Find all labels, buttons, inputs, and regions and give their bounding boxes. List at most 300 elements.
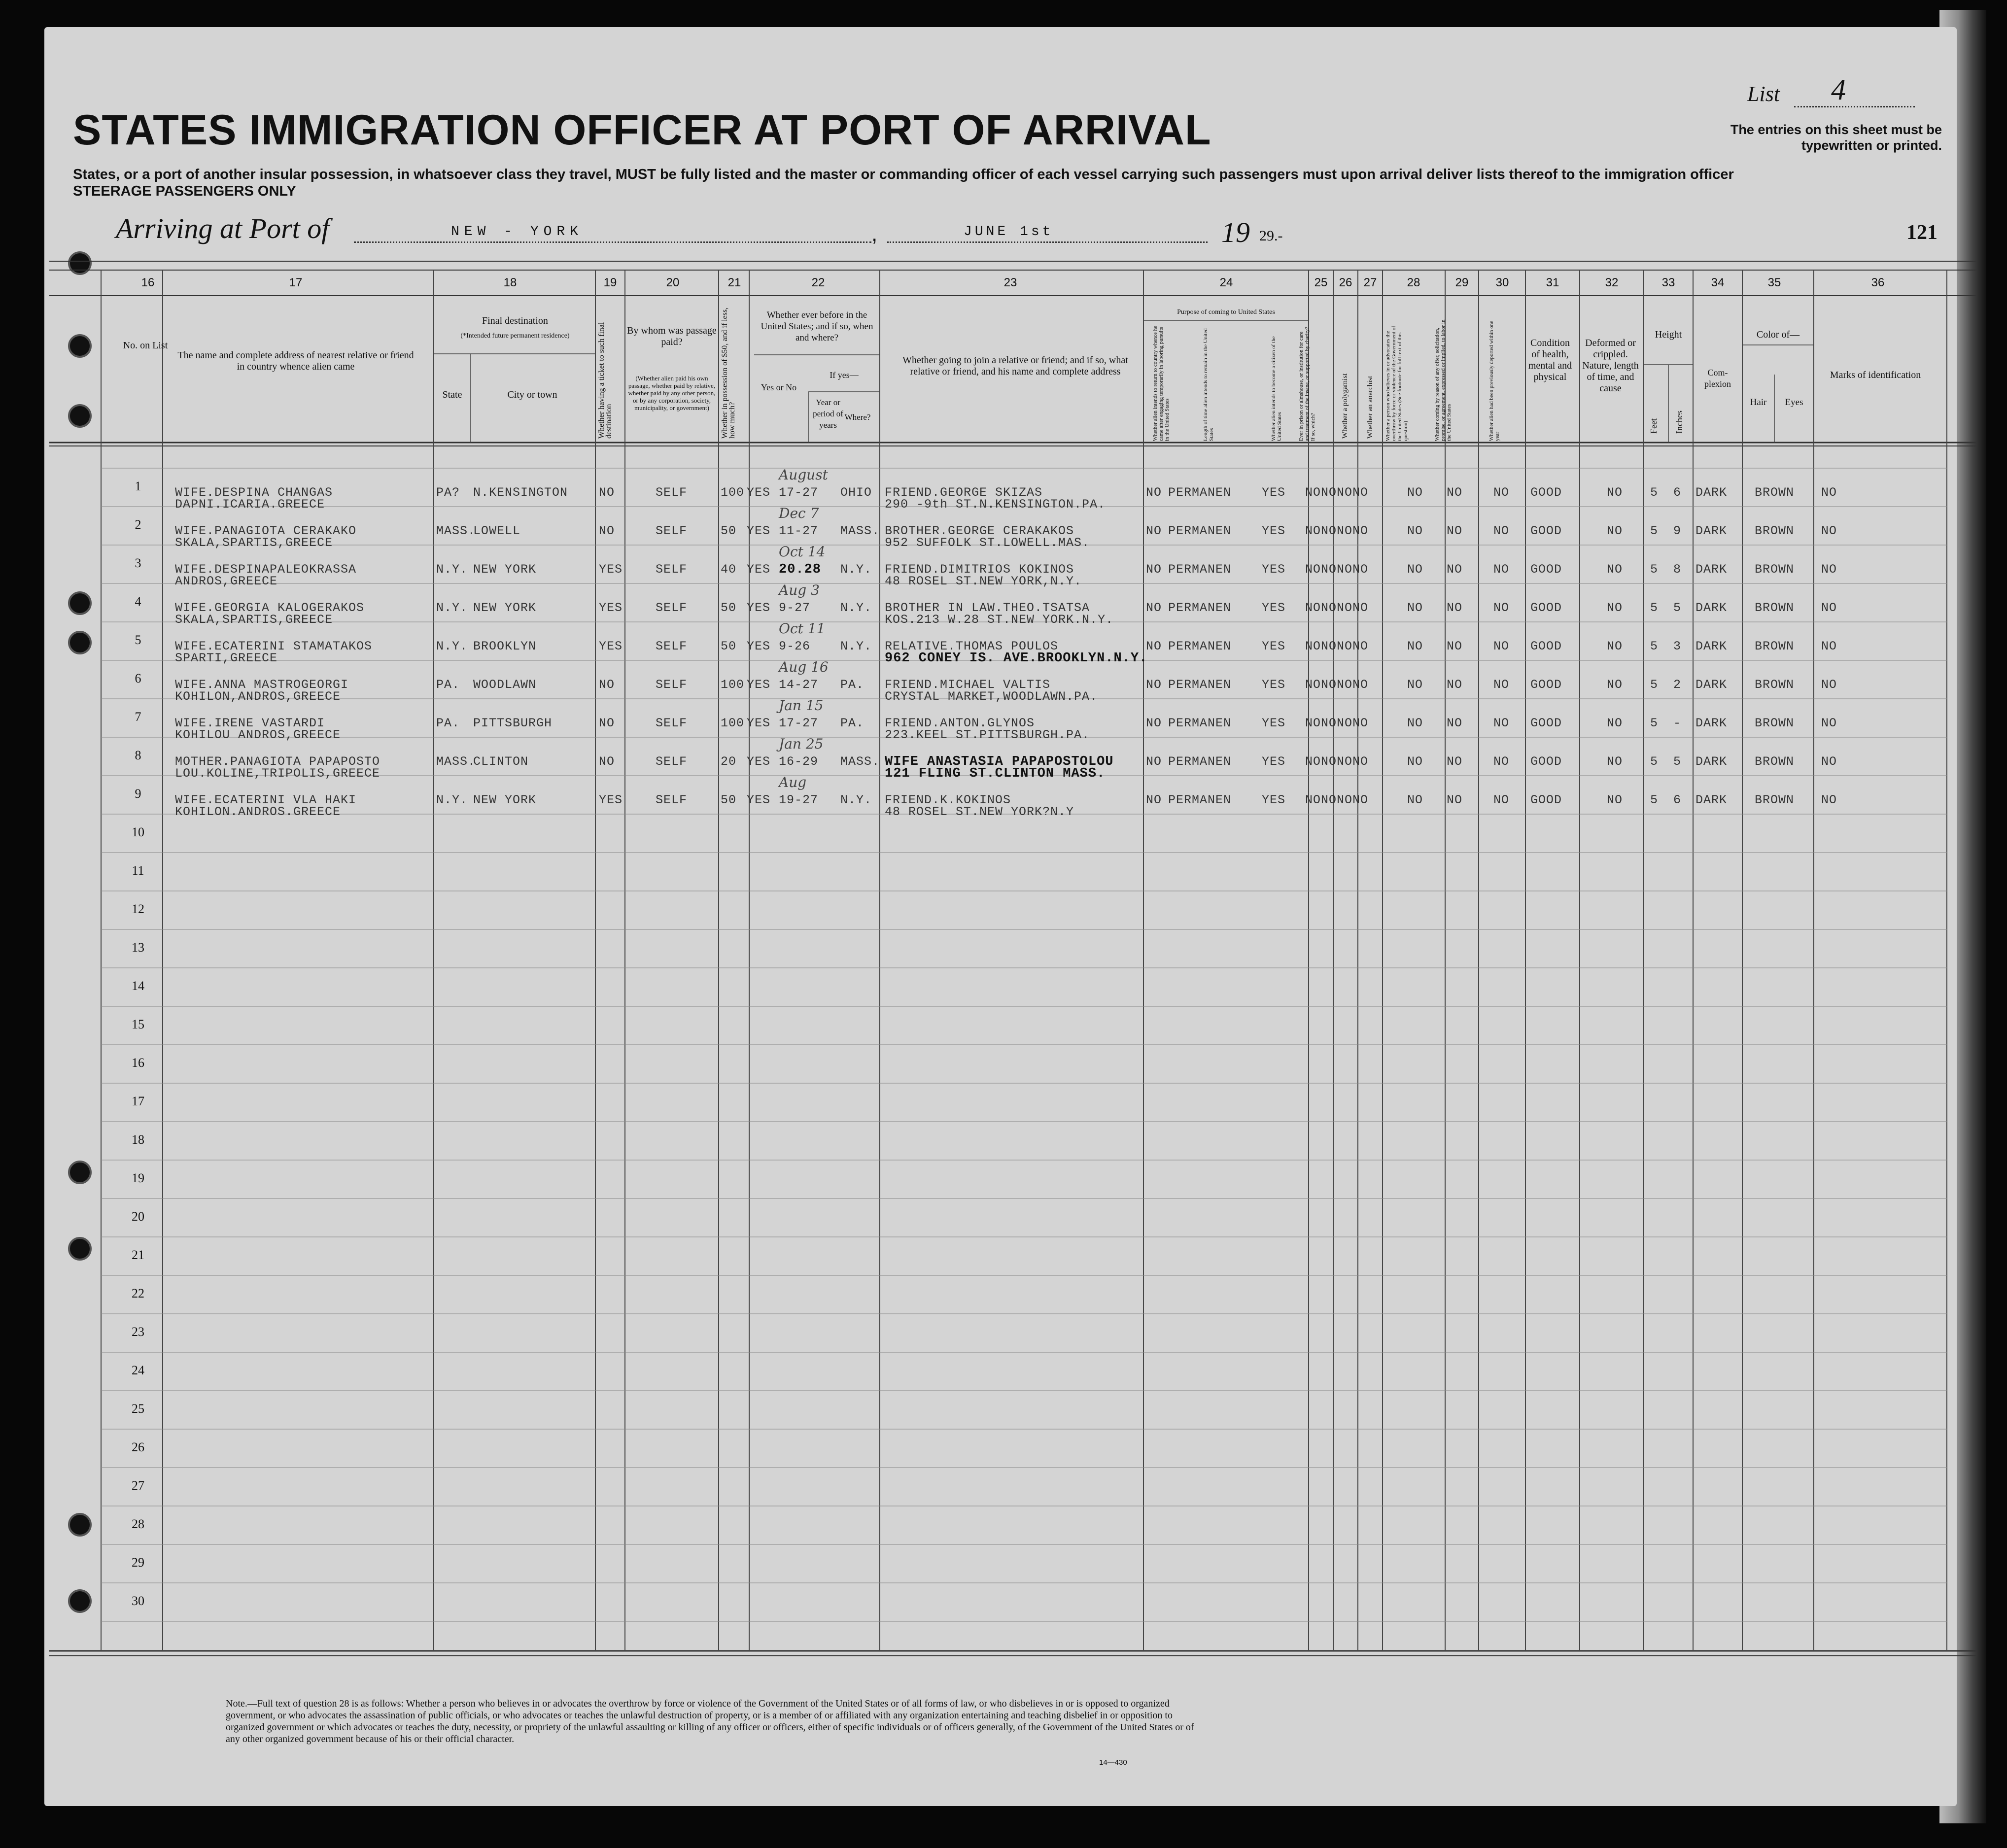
cell-health: GOOD: [1530, 716, 1562, 730]
steerage-label: STEERAGE PASSENGERS ONLY: [73, 183, 296, 199]
cell-deformed: NO: [1607, 601, 1623, 615]
cell-q29: NO: [1447, 524, 1463, 538]
hdr-if-yes: If yes—: [830, 370, 859, 380]
hdr-final-destination: Final destination: [482, 315, 548, 326]
cell-where: OHIO: [840, 485, 872, 500]
cell-q28: NO: [1407, 639, 1423, 653]
cell-complexion: DARK: [1696, 678, 1728, 692]
cell-feet: 5: [1650, 793, 1659, 807]
cell-state: PA.: [436, 678, 460, 692]
cell-name: WIFE.ECATERINI VLA HAKI: [175, 793, 357, 807]
cell-money: 100: [721, 485, 745, 500]
cell-address: KOHILON,ANDROS,GREECE: [175, 689, 341, 704]
cell-q30: NO: [1493, 601, 1510, 615]
cell-where: N.Y.: [840, 793, 872, 807]
cell-address: SKALA,SPARTIS,GREECE: [175, 536, 333, 550]
cell-join-address: CRYSTAL MARKET,WOODLAWN.PA.: [885, 689, 1098, 704]
cell-paid-by: SELF: [656, 524, 688, 538]
row-number: 12: [132, 902, 144, 916]
cell-state: N.Y.: [436, 793, 468, 807]
cell-length: PERMANEN: [1168, 793, 1232, 807]
year-suffix: 29.-: [1259, 228, 1283, 244]
cell-ticket: NO: [599, 485, 615, 500]
cell-q25-27: NONONONO: [1305, 793, 1369, 807]
cell-join-address: 48 ROSEL ST.NEW YORK,N.Y.: [885, 574, 1082, 588]
cell-inches: 6: [1673, 793, 1682, 807]
row-number: 7: [135, 710, 141, 724]
cell-name: WIFE.ECATERINI STAMATAKOS: [175, 639, 373, 653]
cell-q30: NO: [1493, 716, 1510, 730]
cell-length: PERMANEN: [1168, 639, 1232, 653]
hdr-offer: Whether coming by reason of any offer, solicitation, promise, or agreement, expressed or implied, to labor in the United States: [1434, 319, 1452, 441]
cell-q29: NO: [1447, 562, 1463, 577]
column-number: 30: [1495, 276, 1509, 289]
handwritten-annotation: Dec 7: [779, 505, 819, 521]
cell-before: YES: [747, 639, 771, 653]
cell-inches: 5: [1673, 601, 1682, 615]
hdr-ticket: Whether having a ticket to such final destination: [597, 322, 613, 439]
list-number: 4: [1831, 73, 1846, 106]
cell-return: NO: [1146, 793, 1162, 807]
cell-marks: NO: [1821, 678, 1837, 692]
column-number: 19: [603, 276, 617, 289]
row-number: 22: [132, 1286, 144, 1300]
cell-paid-by: SELF: [656, 639, 688, 653]
cell-feet: 5: [1650, 562, 1659, 577]
cell-money: 40: [721, 562, 737, 577]
cell-citizen: YES: [1262, 601, 1286, 615]
cell-join-address: 290 -9th ST.N.KENSINGTON.PA.: [885, 497, 1106, 512]
cell-address: ANDROS,GREECE: [175, 574, 278, 588]
hdr-paid-by: By whom was passage paid?: [627, 325, 717, 347]
cell-q30: NO: [1493, 754, 1510, 769]
handwritten-annotation: Aug 16: [779, 659, 829, 675]
cell-years: 17-27: [779, 716, 819, 730]
cell-money: 50: [721, 793, 737, 807]
cell-health: GOOD: [1530, 524, 1562, 538]
cell-q29: NO: [1447, 716, 1463, 730]
row-number: 23: [132, 1325, 144, 1339]
cell-length: PERMANEN: [1168, 485, 1232, 500]
cell-q29: NO: [1447, 485, 1463, 500]
cell-hair: BROWN: [1755, 524, 1795, 538]
cell-q29: NO: [1447, 678, 1463, 692]
cell-where: N.Y.: [840, 562, 872, 577]
row-number: 10: [132, 825, 144, 839]
cell-length: PERMANEN: [1168, 562, 1232, 577]
cell-complexion: DARK: [1696, 601, 1728, 615]
hdr-complexion: Com- plexion: [1704, 368, 1731, 389]
column-number: 33: [1661, 276, 1675, 289]
cell-deformed: NO: [1607, 524, 1623, 538]
cell-citizen: YES: [1262, 793, 1286, 807]
cell-city: NEW YORK: [473, 601, 537, 615]
cell-paid-by: SELF: [656, 562, 688, 577]
cell-join-address: 952 SUFFOLK ST.LOWELL.MAS.: [885, 536, 1090, 550]
cell-years: 9-27: [779, 601, 811, 615]
cell-feet: 5: [1650, 524, 1659, 538]
cell-state: MASS.: [436, 754, 476, 769]
row-number: 3: [135, 556, 141, 570]
cell-inches: 6: [1673, 485, 1682, 500]
cell-years: 14-27: [779, 678, 819, 692]
column-number: 20: [666, 276, 680, 289]
cell-hair: BROWN: [1755, 678, 1795, 692]
hdr-where: Where?: [844, 412, 871, 422]
row-number: 30: [132, 1594, 144, 1608]
cell-join: FRIEND.MICHAEL VALTIS: [885, 678, 1051, 692]
cell-citizen: YES: [1262, 754, 1286, 769]
cell-ticket: NO: [599, 754, 615, 769]
cell-q28: NO: [1407, 716, 1423, 730]
cell-join: BROTHER.GEORGE CERAKAKOS: [885, 524, 1074, 538]
column-number: 22: [811, 276, 825, 289]
cell-hair: BROWN: [1755, 754, 1795, 769]
cell-name: WIFE.DESPINAPALEOKRASSA: [175, 562, 357, 577]
page-title: STATES IMMIGRATION OFFICER AT PORT OF ARRIVAL: [73, 106, 1211, 154]
cell-join: FRIEND.ANTON.GLYNOS: [885, 716, 1035, 730]
cell-where: MASS.: [840, 754, 880, 769]
cell-where: PA.: [840, 678, 865, 692]
cell-city: N.KENSINGTON: [473, 485, 568, 500]
cell-q30: NO: [1493, 639, 1510, 653]
column-number: 26: [1339, 276, 1352, 289]
cell-length: PERMANEN: [1168, 754, 1232, 769]
row-number: 15: [132, 1017, 144, 1031]
cell-join: FRIEND.GEORGE SKIZAS: [885, 485, 1043, 500]
cell-hair: BROWN: [1755, 793, 1795, 807]
handwritten-annotation: Oct 14: [779, 544, 826, 560]
cell-inches: 3: [1673, 639, 1682, 653]
cell-return: NO: [1146, 601, 1162, 615]
hdr-city: City or town: [507, 389, 557, 400]
cell-length: PERMANEN: [1168, 524, 1232, 538]
cell-deformed: NO: [1607, 562, 1623, 577]
cell-q25-27: NONONONO: [1305, 754, 1369, 769]
footnote: Note.—Full text of question 28 is as follows: Whether a person who believes in or advocates the overthrow by force or violence of the Government of the United States or of all forms of law, or who disbelieves in or is opposed to organized government, or who advocates the assassination of public officials, or who advocates or teaches the unlawful destruction of property, or is a member of or affiliated with any organization entertaining and teaching disbelief in or opposition to organized government or which advocates or teaches the duty, necessity, or propriety of the unlawful assaulting or killing of any officer or officers, either of specific individuals or of officers generally, of the Government of the United States or of any other organized government because of his or their official character.: [226, 1698, 1194, 1745]
hdr-name-address: The name and complete address of nearest relative or friend in country whence alien came: [177, 350, 414, 372]
cell-health: GOOD: [1530, 639, 1562, 653]
row-number: 8: [135, 748, 141, 762]
column-number: 36: [1871, 276, 1885, 289]
page-number: 121: [1906, 221, 1938, 244]
cell-q28: NO: [1407, 754, 1423, 769]
port-of-arrival: NEW - YORK: [451, 224, 584, 240]
cell-marks: NO: [1821, 754, 1837, 769]
cell-where: N.Y.: [840, 601, 872, 615]
hdr-join: Whether going to join a relative or friend; and if so, what relative or friend, and his name and complete address: [902, 355, 1128, 377]
row-number: 29: [132, 1555, 144, 1570]
cell-address: KOHILON.ANDROS.GREECE: [175, 805, 341, 819]
cell-q25-27: NONONONO: [1305, 524, 1369, 538]
hdr-state: State: [442, 389, 462, 400]
cell-hair: BROWN: [1755, 716, 1795, 730]
cell-money: 20: [721, 754, 737, 769]
cell-q25-27: NONONONO: [1305, 716, 1369, 730]
cell-deformed: NO: [1607, 485, 1623, 500]
hdr-marks: Marks of identification: [1830, 370, 1921, 380]
cell-inches: 9: [1673, 524, 1682, 538]
cell-return: NO: [1146, 678, 1162, 692]
cell-health: GOOD: [1530, 678, 1562, 692]
cell-feet: 5: [1650, 716, 1659, 730]
cell-return: NO: [1146, 754, 1162, 769]
cell-q28: NO: [1407, 485, 1423, 500]
cell-money: 50: [721, 524, 737, 538]
hdr-final-dest-note: (*Intended future permanent residence): [460, 332, 570, 340]
cell-inches: 5: [1673, 754, 1682, 769]
cell-before: YES: [747, 793, 771, 807]
hdr-before-us: Whether ever before in the United States; and if so, when and where?: [761, 310, 873, 343]
cell-q30: NO: [1493, 678, 1510, 692]
row-number: 5: [135, 633, 141, 647]
hdr-color-of: Color of—: [1756, 329, 1800, 340]
column-number: 25: [1314, 276, 1328, 289]
hdr-money: Whether in possession of $50, and if less, how much?: [721, 307, 736, 439]
column-number: 23: [1004, 276, 1017, 289]
cell-q29: NO: [1447, 754, 1463, 769]
cell-return: NO: [1146, 524, 1162, 538]
handwritten-annotation: Aug 3: [779, 582, 820, 598]
row-number: 2: [135, 517, 141, 532]
cell-join-address: 121 FLING ST.CLINTON MASS.: [885, 766, 1106, 781]
cell-q28: NO: [1407, 562, 1423, 577]
cell-paid-by: SELF: [656, 793, 688, 807]
cell-health: GOOD: [1530, 754, 1562, 769]
cell-return: NO: [1146, 485, 1162, 500]
hdr-height: Height: [1655, 329, 1682, 340]
cell-inches: -: [1673, 716, 1682, 730]
cell-return: NO: [1146, 639, 1162, 653]
cell-years: 11-27: [779, 524, 819, 538]
column-number: 24: [1219, 276, 1233, 289]
cell-before: YES: [747, 485, 771, 500]
handwritten-annotation: Jan 25: [779, 736, 824, 752]
row-number: 16: [132, 1056, 144, 1070]
row-number: 13: [132, 940, 144, 955]
cell-q28: NO: [1407, 793, 1423, 807]
cell-q30: NO: [1493, 524, 1510, 538]
cell-q25-27: NONONONO: [1305, 485, 1369, 500]
cell-citizen: YES: [1262, 485, 1286, 500]
cell-paid-by: SELF: [656, 485, 688, 500]
column-number: 28: [1407, 276, 1420, 289]
cell-q25-27: NONONONO: [1305, 678, 1369, 692]
cell-where: N.Y.: [840, 639, 872, 653]
hdr-polygamist: Whether a polygamist: [1341, 373, 1349, 439]
cell-health: GOOD: [1530, 601, 1562, 615]
cell-before: YES: [747, 678, 771, 692]
cell-citizen: YES: [1262, 562, 1286, 577]
cell-complexion: DARK: [1696, 754, 1728, 769]
cell-q29: NO: [1447, 601, 1463, 615]
cell-city: BROOKLYN: [473, 639, 537, 653]
arriving-label: Arriving at Port of: [116, 212, 330, 244]
cell-city: LOWELL: [473, 524, 521, 538]
cell-feet: 5: [1650, 485, 1659, 500]
cell-ticket: YES: [599, 639, 623, 653]
cell-complexion: DARK: [1696, 716, 1728, 730]
row-number: 9: [135, 787, 141, 801]
cell-name: WIFE.GEORGIA KALOGERAKOS: [175, 601, 365, 615]
cell-join: WIFE ANASTASIA PAPAPOSTOLOU: [885, 754, 1114, 769]
cell-ticket: YES: [599, 601, 623, 615]
row-number: 14: [132, 979, 144, 993]
cell-money: 100: [721, 678, 745, 692]
cell-city: PITTSBURGH: [473, 716, 553, 730]
row-number: 26: [132, 1440, 144, 1454]
cell-marks: NO: [1821, 524, 1837, 538]
cell-health: GOOD: [1530, 562, 1562, 577]
cell-feet: 5: [1650, 639, 1659, 653]
cell-state: N.Y.: [436, 562, 468, 577]
cell-paid-by: SELF: [656, 754, 688, 769]
cell-ticket: NO: [599, 678, 615, 692]
cell-join: BROTHER IN LAW.THEO.TSATSA: [885, 601, 1090, 615]
hdr-prison: Ever in prison or almshouse, or institution for care and treatment of the insane, or supported by charity? If so, which?: [1298, 327, 1316, 441]
hdr-deported: Whether alien had been previously deported within one year: [1488, 320, 1500, 441]
cell-paid-by: SELF: [656, 601, 688, 615]
cell-city: WOODLAWN: [473, 678, 537, 692]
cell-q25-27: NONONONO: [1305, 601, 1369, 615]
cell-q29: NO: [1447, 639, 1463, 653]
cell-inches: 2: [1673, 678, 1682, 692]
cell-city: NEW YORK: [473, 562, 537, 577]
cell-marks: NO: [1821, 639, 1837, 653]
cell-deformed: NO: [1607, 678, 1623, 692]
typewritten-notice: The entries on this sheet must be typewritten or printed.: [1730, 122, 1942, 153]
cell-health: GOOD: [1530, 485, 1562, 500]
year-prefix: 19: [1221, 216, 1250, 248]
row-number: 27: [132, 1478, 144, 1493]
cell-city: NEW YORK: [473, 793, 537, 807]
row-number: 20: [132, 1209, 144, 1224]
cell-hair: BROWN: [1755, 639, 1795, 653]
column-number: 27: [1363, 276, 1377, 289]
cell-return: NO: [1146, 716, 1162, 730]
cell-city: CLINTON: [473, 754, 529, 769]
cell-q30: NO: [1493, 562, 1510, 577]
subtitle: States, or a port of another insular possession, in whatsoever class they travel, MUST be fully listed and the master or commanding officer of each vessel carrying such passengers must upon arrival deliver lists thereof to the immigration officer: [73, 167, 1734, 182]
cell-years: 17-27: [779, 485, 819, 500]
column-number: 34: [1711, 276, 1725, 289]
row-number: 1: [135, 479, 141, 493]
cell-address: SKALA,SPARTIS,GREECE: [175, 613, 333, 627]
hdr-yes-no: Yes or No: [761, 382, 797, 392]
handwritten-annotation: Oct 11: [779, 620, 826, 637]
cell-before: YES: [747, 754, 771, 769]
hdr-eyes: Eyes: [1785, 397, 1803, 408]
cell-hair: BROWN: [1755, 562, 1795, 577]
cell-hair: BROWN: [1755, 485, 1795, 500]
cell-where: MASS.: [840, 524, 880, 538]
cell-citizen: YES: [1262, 524, 1286, 538]
cell-q25-27: NONONONO: [1305, 562, 1369, 577]
cell-years: 20.28: [779, 562, 822, 577]
cell-state: PA?: [436, 485, 460, 500]
hdr-feet: Feet: [1649, 418, 1659, 434]
cell-length: PERMANEN: [1168, 678, 1232, 692]
cell-q25-27: NONONONO: [1305, 639, 1369, 653]
cell-before: YES: [747, 562, 771, 577]
hdr-deformed: Deformed or crippled. Nature, length of time, and cause: [1582, 338, 1639, 394]
row-number: 4: [135, 594, 141, 609]
cell-where: PA.: [840, 716, 865, 730]
cell-name: MOTHER.PANAGIOTA PAPAPOSTO: [175, 754, 381, 769]
cell-before: YES: [747, 524, 771, 538]
cell-name: WIFE.PANAGIOTA CERAKAKO: [175, 524, 357, 538]
cell-join-address: 962 CONEY IS. AVE.BROOKLYN.N.Y.: [885, 651, 1148, 666]
cell-money: 50: [721, 639, 737, 653]
handwritten-annotation: Jan 15: [779, 697, 824, 714]
cell-money: 50: [721, 601, 737, 615]
cell-marks: NO: [1821, 485, 1837, 500]
comma: ,: [871, 222, 878, 246]
cell-deformed: NO: [1607, 754, 1623, 769]
cell-complexion: DARK: [1696, 485, 1728, 500]
row-number: 17: [132, 1094, 144, 1108]
column-number: 18: [503, 276, 517, 289]
arrival-date: JUNE 1st: [964, 224, 1054, 240]
cell-q28: NO: [1407, 678, 1423, 692]
cell-paid-by: SELF: [656, 716, 688, 730]
cell-ticket: NO: [599, 716, 615, 730]
cell-q28: NO: [1407, 524, 1423, 538]
cell-deformed: NO: [1607, 793, 1623, 807]
cell-before: YES: [747, 716, 771, 730]
cell-paid-by: SELF: [656, 678, 688, 692]
hdr-anarchist: Whether an anarchist: [1366, 376, 1374, 439]
cell-complexion: DARK: [1696, 793, 1728, 807]
cell-citizen: YES: [1262, 678, 1286, 692]
handwritten-annotation: August: [779, 467, 828, 483]
cell-join-address: KOS.213 W.28 ST.NEW YORK.N.Y.: [885, 613, 1114, 627]
cell-health: GOOD: [1530, 793, 1562, 807]
column-number: 35: [1767, 276, 1781, 289]
cell-name: WIFE.IRENE VASTARDI: [175, 716, 325, 730]
hdr-no-on-list: No. on List: [123, 340, 168, 351]
handwritten-annotation: Aug: [779, 774, 807, 790]
row-number: 24: [132, 1363, 144, 1377]
column-number: 21: [727, 276, 741, 289]
cell-join: RELATIVE.THOMAS POULOS: [885, 639, 1059, 653]
cell-q29: NO: [1447, 793, 1463, 807]
cell-hair: BROWN: [1755, 601, 1795, 615]
row-number: 11: [132, 863, 144, 878]
cell-years: 9-26: [779, 639, 811, 653]
hdr-overthrow: Whether a person who believes in or advocates the overthrow by force or violence of the Government of the United States (See footnote for full text of this question): [1385, 326, 1409, 441]
cell-marks: NO: [1821, 716, 1837, 730]
cell-address: LOU.KOLINE,TRIPOLIS,GREECE: [175, 766, 381, 781]
cell-complexion: DARK: [1696, 639, 1728, 653]
row-number: 25: [132, 1402, 144, 1416]
cell-address: DAPNI.ICARIA.GREECE: [175, 497, 325, 512]
column-number: 16: [141, 276, 155, 289]
list-label: List: [1747, 82, 1780, 106]
cell-deformed: NO: [1607, 716, 1623, 730]
cell-return: NO: [1146, 562, 1162, 577]
cell-marks: NO: [1821, 793, 1837, 807]
cell-state: PA.: [436, 716, 460, 730]
cell-q28: NO: [1407, 601, 1423, 615]
cell-name: WIFE.DESPINA CHANGAS: [175, 485, 333, 500]
hdr-purpose-return: Whether alien intends to return to country whence he came after engaging temporarily in laboring pursuits in the United States: [1152, 326, 1170, 441]
hdr-purpose-length: Length of time alien intends to remain in the United States: [1203, 328, 1214, 441]
cell-citizen: YES: [1262, 639, 1286, 653]
cell-state: N.Y.: [436, 639, 468, 653]
cell-feet: 5: [1650, 678, 1659, 692]
cell-marks: NO: [1821, 601, 1837, 615]
